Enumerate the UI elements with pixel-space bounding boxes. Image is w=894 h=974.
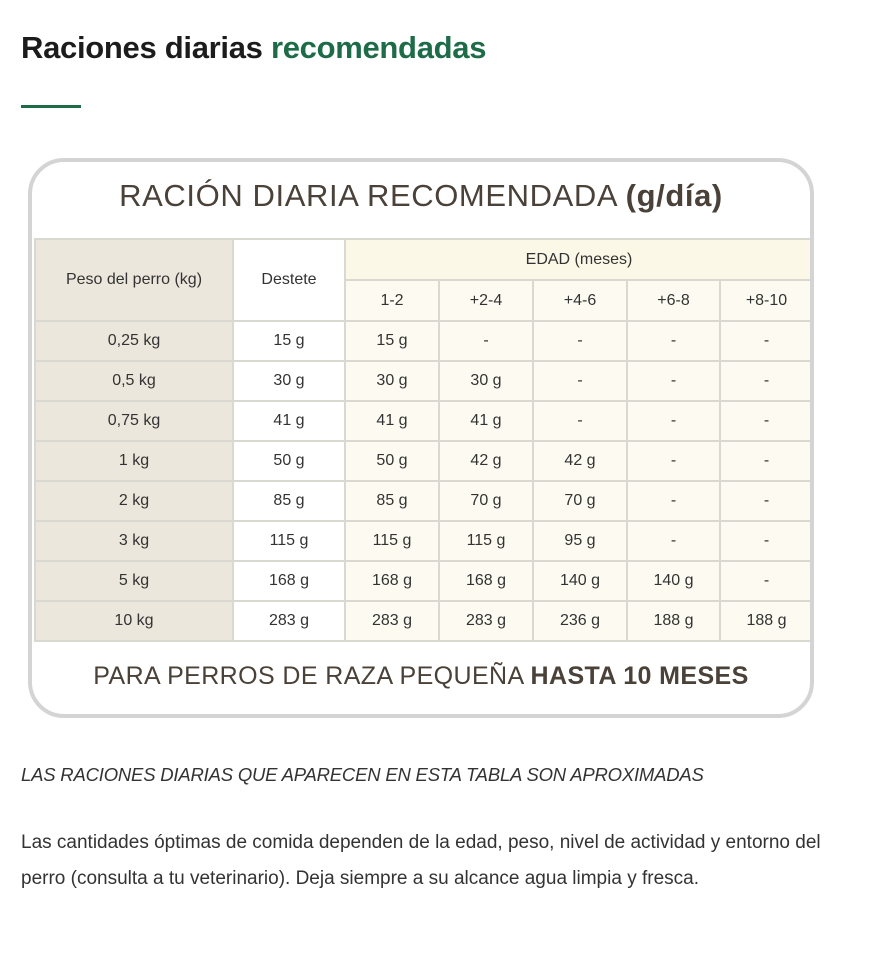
cell-weight: 3 kg [35, 521, 233, 561]
title-accent-text: recomendadas [270, 30, 487, 65]
header-age-5: +8-10 [720, 280, 813, 321]
cell-age: 85 g [345, 481, 439, 521]
table-row [35, 441, 813, 481]
table-row [35, 521, 813, 561]
header-age-group: EDAD (meses) [345, 239, 813, 280]
cell-age: - [720, 561, 813, 601]
cell-age: - [627, 361, 720, 401]
title-text: Raciones diarias [21, 30, 263, 65]
cell-weaning: 41 g [233, 401, 345, 441]
cell-age: 188 g [627, 601, 720, 641]
cell-weaning: 115 g [233, 521, 345, 561]
cell-age: 115 g [439, 521, 533, 561]
cell-weaning: 168 g [233, 561, 345, 601]
cell-age: - [720, 441, 813, 481]
cell-age: 70 g [439, 481, 533, 521]
table-row [35, 601, 813, 641]
cell-age: 140 g [533, 561, 627, 601]
table-row [35, 361, 813, 401]
cell-age: - [533, 401, 627, 441]
cell-age: 42 g [533, 441, 627, 481]
cell-age: - [533, 321, 627, 361]
page-title [21, 30, 486, 66]
ration-table [34, 238, 814, 642]
cell-age: 283 g [439, 601, 533, 641]
cell-age: - [627, 481, 720, 521]
cell-weaning: 30 g [233, 361, 345, 401]
cell-age: 30 g [345, 361, 439, 401]
title-underline [21, 105, 81, 108]
header-weaning: Destete [233, 239, 345, 321]
cell-age: 50 g [345, 441, 439, 481]
header-age-1: 1-2 [345, 280, 439, 321]
cell-age: - [720, 481, 813, 521]
cell-age: 42 g [439, 441, 533, 481]
cell-age: 70 g [533, 481, 627, 521]
header-age-4: +6-8 [627, 280, 720, 321]
cell-age: 15 g [345, 321, 439, 361]
cell-age: - [533, 361, 627, 401]
cell-weight: 5 kg [35, 561, 233, 601]
cell-age: - [439, 321, 533, 361]
card-footer-strong: HASTA 10 MESES [530, 662, 749, 690]
cell-age: 41 g [439, 401, 533, 441]
header-weight: Peso del perro (kg) [35, 239, 233, 321]
cell-age: 188 g [720, 601, 813, 641]
cell-age: - [720, 521, 813, 561]
cell-age: - [720, 401, 813, 441]
cell-weight: 0,75 kg [35, 401, 233, 441]
cell-age: - [627, 401, 720, 441]
card-footer-text: PARA PERROS DE RAZA PEQUEÑA [93, 662, 524, 690]
cell-weaning: 85 g [233, 481, 345, 521]
cell-age: - [627, 321, 720, 361]
cell-age: - [627, 441, 720, 481]
cell-weight: 0,25 kg [35, 321, 233, 361]
description-paragraph: Las cantidades óptimas de comida dependen de la edad, peso, nivel de actividad y entorno del perro (consulta a tu veterinario). Deja siempre a su alcance agua limpia y fresca. [21, 832, 821, 889]
table-row [35, 481, 813, 521]
cell-age: - [720, 361, 813, 401]
cell-age: - [720, 321, 813, 361]
table-row [35, 401, 813, 441]
cell-age: 30 g [439, 361, 533, 401]
card-title-text: RACIÓN DIARIA RECOMENDADA [119, 178, 617, 213]
cell-age: 168 g [439, 561, 533, 601]
cell-weight: 10 kg [35, 601, 233, 641]
cell-weaning: 283 g [233, 601, 345, 641]
cell-age: 115 g [345, 521, 439, 561]
header-age-3: +4-6 [533, 280, 627, 321]
table-row [35, 321, 813, 361]
cell-age: 95 g [533, 521, 627, 561]
card-title [32, 178, 810, 214]
cell-age: 236 g [533, 601, 627, 641]
card-title-unit: (g/día) [625, 178, 723, 213]
header-age-2: +2-4 [439, 280, 533, 321]
cell-age: - [627, 521, 720, 561]
cell-age: 140 g [627, 561, 720, 601]
cell-age: 283 g [345, 601, 439, 641]
ration-card [28, 158, 814, 718]
cell-weight: 0,5 kg [35, 361, 233, 401]
cell-weight: 2 kg [35, 481, 233, 521]
table-row [35, 561, 813, 601]
cell-weight: 1 kg [35, 441, 233, 481]
card-footer [32, 662, 810, 691]
cell-age: 168 g [345, 561, 439, 601]
cell-weaning: 15 g [233, 321, 345, 361]
cell-age: 41 g [345, 401, 439, 441]
cell-weaning: 50 g [233, 441, 345, 481]
disclaimer-note: LAS RACIONES DIARIAS QUE APARECEN EN ESTA TABLA SON APROXIMADAS [21, 764, 704, 785]
